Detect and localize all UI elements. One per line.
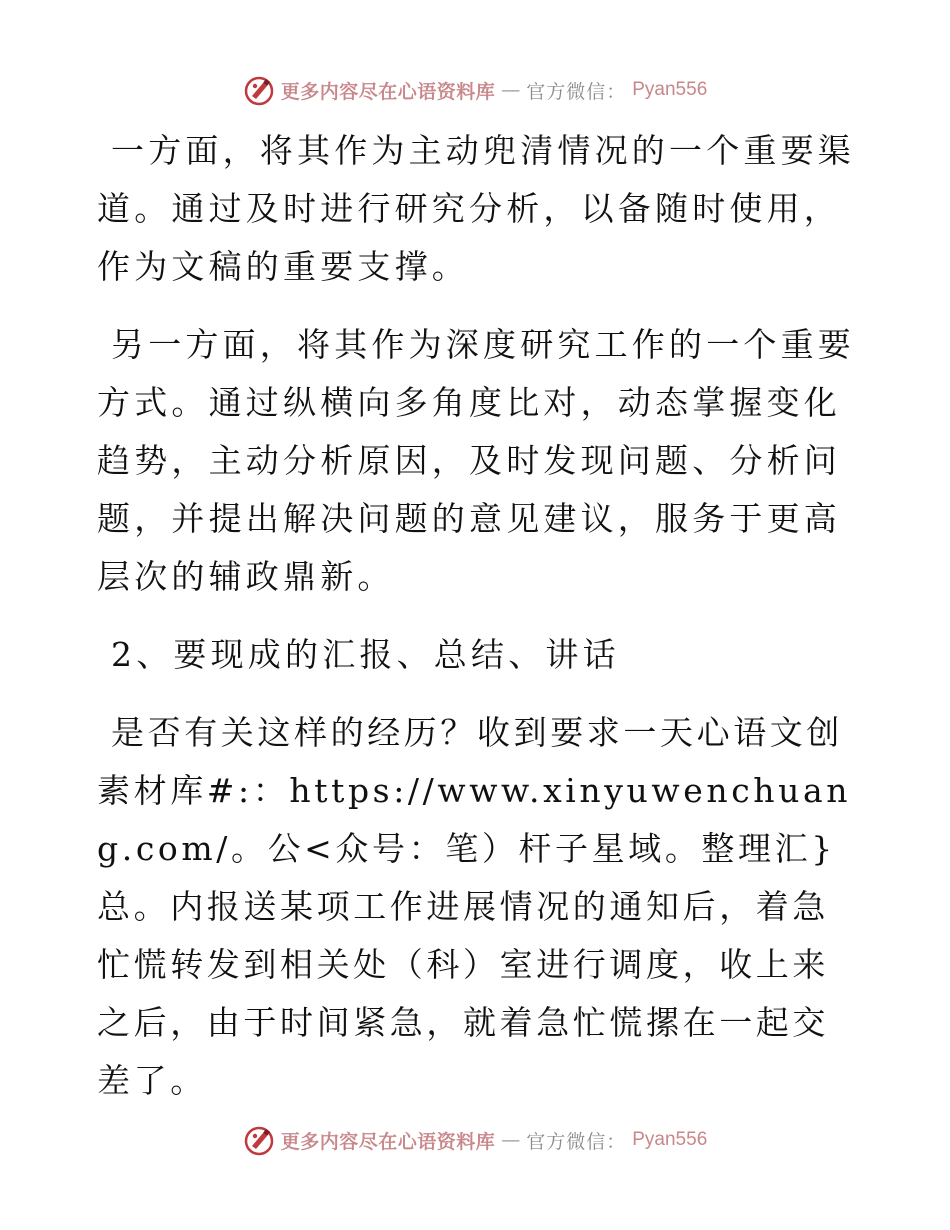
brand-logo-icon [243, 74, 275, 106]
banner-wechat-label: 官方微信： [526, 1130, 627, 1153]
header-banner [0, 70, 950, 110]
banner-dash: — [501, 1129, 521, 1151]
section-heading: 2、要现成的汇报、总结、讲话 [111, 635, 620, 674]
footer-banner [0, 1120, 950, 1160]
paragraph-3: 是否有关这样的经历？收到要求一天心语文创素材库#:：https://www.xinyuwenchuang.com/。公<众号：笔）杆子星域。整理汇}总。内报送某项工作进展情况的通知后，着急忙慌转发到相关处（科）室进行调度，收上来之后，由于时间紧急，就着急忙慌摞在一起交差了。 [97, 713, 852, 1100]
paragraph-2: 另一方面，将其作为深度研究工作的一个重要方式。通过纵横向多角度比对，动态掌握变化趋势，主动分析原因，及时发现问题、分析问题，并提出解决问题的意见建议，服务于更高层次的辅政鼎新。 [97, 325, 855, 596]
banner-brand-text: 更多内容尽在心语资料库 [280, 1130, 496, 1153]
banner-wechat-id: Pyan556 [632, 79, 708, 100]
banner-brand-text: 更多内容尽在心语资料库 [280, 80, 496, 103]
brand-logo-icon [243, 1124, 275, 1156]
banner-wechat-id: Pyan556 [632, 1129, 708, 1150]
banner-dash: — [501, 79, 521, 101]
banner-wechat-label: 官方微信： [526, 80, 627, 103]
document-body [97, 122, 857, 1110]
paragraph-1: 一方面，将其作为主动兜清情况的一个重要渠道。通过及时进行研究分析，以备随时使用，作为文稿的重要支撑。 [97, 131, 855, 286]
